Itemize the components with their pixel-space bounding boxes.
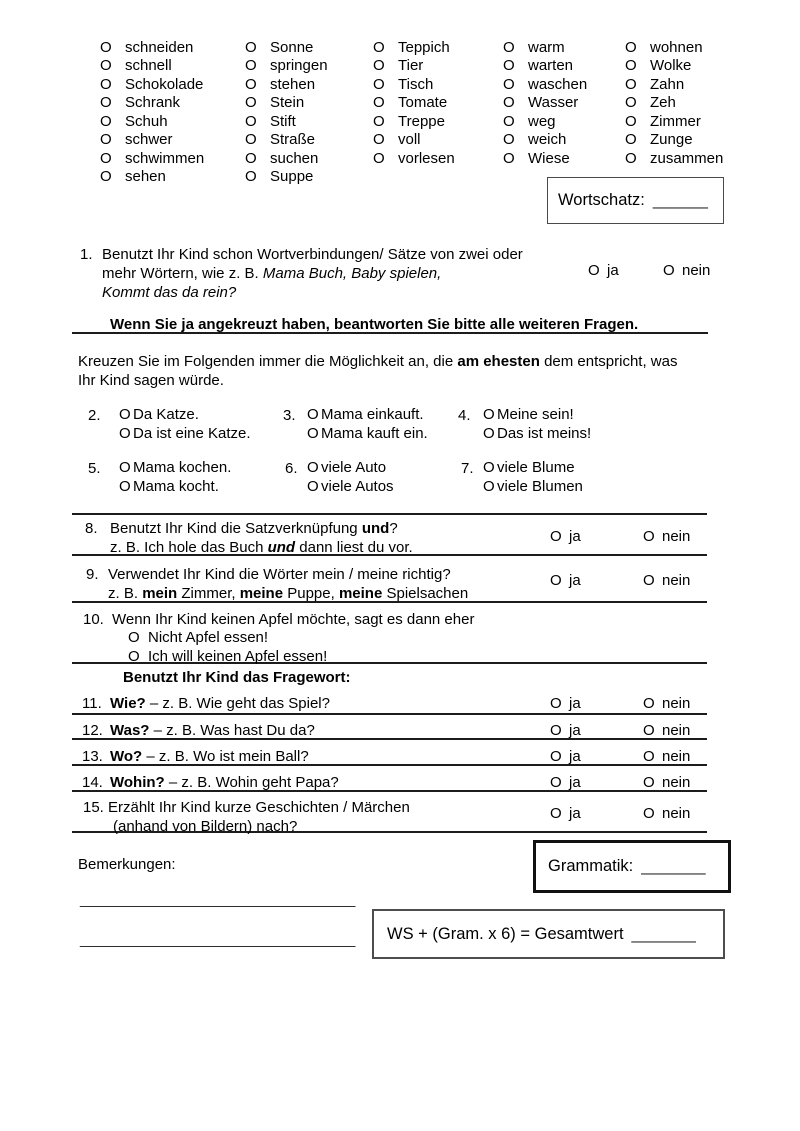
word-label: Zimmer bbox=[650, 112, 701, 130]
word-item bbox=[373, 131, 455, 149]
option-radio[interactable]: O bbox=[119, 424, 131, 442]
word-label: voll bbox=[398, 131, 421, 149]
q1-number: 1. bbox=[80, 246, 93, 263]
q4-option-1[interactable] bbox=[483, 406, 591, 425]
q6-option-1[interactable] bbox=[307, 459, 394, 478]
q15-nein-option[interactable] bbox=[643, 804, 690, 823]
word-radio[interactable]: O bbox=[100, 131, 112, 149]
nein-label: nein bbox=[682, 262, 711, 279]
q8-ja-option[interactable] bbox=[550, 527, 581, 546]
option-label: Da Katze. bbox=[133, 406, 199, 423]
word-item bbox=[245, 94, 328, 112]
nein-radio[interactable]: O bbox=[663, 262, 675, 279]
word-label: schnell bbox=[125, 57, 172, 75]
q15-ja-option[interactable] bbox=[550, 804, 581, 823]
option-label: Das ist meins! bbox=[497, 424, 592, 442]
word-radio[interactable]: O bbox=[245, 94, 257, 112]
word-radio[interactable]: O bbox=[625, 112, 637, 130]
q10-option-1[interactable] bbox=[128, 628, 268, 647]
q3-option-1[interactable] bbox=[307, 406, 428, 425]
word-label: Straße bbox=[270, 131, 316, 149]
q10-number: 10. bbox=[83, 611, 104, 628]
nein-label: nein bbox=[662, 748, 691, 765]
word-item bbox=[245, 39, 328, 57]
nein-radio[interactable]: O bbox=[643, 805, 655, 822]
q3-number: 3. bbox=[283, 407, 296, 424]
option-radio[interactable]: O bbox=[307, 459, 319, 476]
q14-nein-option[interactable] bbox=[643, 773, 690, 792]
q15-line2: (anhand von Bildern) nach? bbox=[113, 818, 298, 835]
q8-number: 8. bbox=[85, 520, 98, 537]
word-radio[interactable]: O bbox=[373, 75, 385, 93]
word-column-2 bbox=[245, 39, 328, 187]
total-blank-field[interactable]: _______ bbox=[631, 924, 696, 943]
word-radio[interactable]: O bbox=[100, 112, 112, 130]
word-item bbox=[100, 113, 204, 131]
q1-ja-option[interactable] bbox=[588, 261, 619, 280]
instruction-line1: Kreuzen Sie im Folgenden immer die Möglichkeit an, die am ehesten dem entspricht, was bbox=[78, 353, 678, 370]
q9-line2: z. B. mein Zimmer, meine Puppe, meine Spielsachen bbox=[108, 585, 469, 602]
word-item bbox=[503, 76, 587, 94]
word-label: weich bbox=[528, 131, 567, 149]
option-radio[interactable]: O bbox=[483, 406, 495, 423]
q11-ja-option[interactable] bbox=[550, 694, 581, 713]
word-label: Zunge bbox=[650, 131, 693, 149]
separator-line bbox=[72, 332, 708, 334]
total-formula-label: WS + (Gram. x 6) = Gesamtwert bbox=[387, 924, 624, 943]
q1-nein-option[interactable] bbox=[663, 261, 710, 280]
word-radio[interactable]: O bbox=[245, 131, 257, 149]
option-label: Mama kochen. bbox=[133, 459, 232, 476]
nein-label: nein bbox=[662, 572, 691, 589]
word-radio[interactable]: O bbox=[625, 94, 637, 112]
wortschatz-score-box bbox=[547, 177, 724, 224]
word-item bbox=[100, 39, 204, 57]
word-radio[interactable]: O bbox=[503, 75, 515, 93]
word-label: wohnen bbox=[650, 39, 703, 56]
option-label: Mama kocht. bbox=[133, 477, 219, 495]
word-radio[interactable]: O bbox=[245, 168, 257, 186]
word-item bbox=[373, 57, 455, 75]
word-item bbox=[503, 131, 587, 149]
q7-option-1[interactable] bbox=[483, 459, 583, 478]
separator-line bbox=[72, 713, 707, 715]
word-radio[interactable]: O bbox=[503, 57, 515, 75]
q14-text: Wohin? – z. B. Wohin geht Papa? bbox=[110, 774, 339, 791]
ja-radio[interactable]: O bbox=[550, 572, 562, 589]
word-radio[interactable]: O bbox=[503, 112, 515, 130]
ja-radio[interactable]: O bbox=[550, 748, 562, 765]
q2-number: 2. bbox=[88, 407, 101, 424]
separator-line bbox=[72, 513, 707, 515]
nein-radio[interactable]: O bbox=[643, 528, 655, 545]
bemerkungen-writing-line-1[interactable]: _________________________________ bbox=[80, 891, 356, 908]
q4-option-2[interactable] bbox=[483, 425, 591, 444]
word-item bbox=[625, 76, 723, 94]
word-radio[interactable]: O bbox=[373, 94, 385, 112]
word-radio[interactable]: O bbox=[503, 39, 515, 56]
q13-number: 13. bbox=[82, 748, 103, 765]
word-radio[interactable]: O bbox=[245, 39, 257, 56]
word-label: vorlesen bbox=[398, 149, 455, 167]
word-item bbox=[100, 131, 204, 149]
total-score-box bbox=[372, 909, 725, 959]
word-radio[interactable]: O bbox=[245, 149, 257, 167]
option-radio[interactable]: O bbox=[307, 406, 319, 423]
word-label: weg bbox=[528, 112, 556, 130]
q8-nein-option[interactable] bbox=[643, 527, 690, 546]
word-item bbox=[503, 113, 587, 131]
option-radio[interactable]: O bbox=[483, 477, 495, 495]
grammatik-label: Grammatik: bbox=[548, 857, 634, 875]
option-label: Mama einkauft. bbox=[321, 406, 424, 423]
word-label: Wasser bbox=[528, 94, 579, 112]
q15-number: 15. bbox=[83, 799, 104, 816]
word-radio[interactable]: O bbox=[373, 149, 385, 167]
ja-label: ja bbox=[569, 572, 581, 589]
q2-options bbox=[119, 406, 251, 443]
q14-number: 14. bbox=[82, 774, 103, 791]
q15-line1: Erzählt Ihr Kind kurze Geschichten / Märchen bbox=[108, 799, 410, 816]
word-item bbox=[625, 57, 723, 75]
word-radio[interactable]: O bbox=[245, 57, 257, 75]
word-radio[interactable]: O bbox=[100, 57, 112, 75]
option-radio[interactable]: O bbox=[483, 459, 495, 476]
word-radio[interactable]: O bbox=[503, 149, 515, 167]
ja-label: ja bbox=[569, 805, 581, 822]
word-label: Stift bbox=[270, 112, 296, 130]
word-radio[interactable]: O bbox=[373, 57, 385, 75]
q5-number: 5. bbox=[88, 460, 101, 477]
ja-label: ja bbox=[569, 748, 581, 765]
instruction-line2: Ihr Kind sagen würde. bbox=[78, 372, 224, 389]
word-item bbox=[245, 76, 328, 94]
word-radio[interactable]: O bbox=[100, 149, 112, 167]
word-radio[interactable]: O bbox=[373, 112, 385, 130]
q1-line3: Kommt das da rein? bbox=[102, 284, 237, 301]
q7-option-2[interactable] bbox=[483, 478, 583, 497]
q6-number: 6. bbox=[285, 460, 298, 477]
word-label: Zahn bbox=[650, 75, 685, 93]
q9-ja-option[interactable] bbox=[550, 571, 581, 590]
ja-radio[interactable]: O bbox=[550, 722, 562, 739]
q3-option-2[interactable] bbox=[307, 425, 428, 444]
ja-radio[interactable]: O bbox=[550, 695, 562, 712]
ja-label: ja bbox=[569, 774, 581, 791]
word-label: Wolke bbox=[650, 57, 692, 75]
bemerkungen-label: Bemerkungen: bbox=[78, 856, 176, 873]
word-column-1 bbox=[100, 39, 204, 187]
q13-ja-option[interactable] bbox=[550, 747, 581, 766]
word-radio[interactable]: O bbox=[503, 131, 515, 149]
word-radio[interactable]: O bbox=[625, 75, 637, 93]
option-label: viele Autos bbox=[321, 477, 394, 495]
word-item bbox=[625, 39, 723, 57]
word-radio[interactable]: O bbox=[625, 39, 637, 56]
q13-nein-option[interactable] bbox=[643, 747, 690, 766]
word-radio[interactable]: O bbox=[100, 39, 112, 56]
word-item bbox=[503, 150, 587, 168]
option-radio[interactable]: O bbox=[307, 424, 319, 442]
nein-radio[interactable]: O bbox=[643, 774, 655, 791]
word-radio[interactable]: O bbox=[625, 131, 637, 149]
word-radio[interactable]: O bbox=[625, 57, 637, 75]
q10-line1: Wenn Ihr Kind keinen Apfel möchte, sagt es dann eher bbox=[112, 611, 475, 628]
word-item bbox=[373, 113, 455, 131]
word-column-4 bbox=[503, 39, 587, 168]
nein-radio[interactable]: O bbox=[643, 748, 655, 765]
word-radio[interactable]: O bbox=[245, 75, 257, 93]
q2-option-2[interactable] bbox=[119, 425, 251, 444]
word-item bbox=[503, 94, 587, 112]
word-item bbox=[503, 57, 587, 75]
word-label: warm bbox=[528, 39, 565, 56]
word-item bbox=[625, 150, 723, 168]
word-label: Schokolade bbox=[125, 75, 204, 93]
word-radio[interactable]: O bbox=[503, 94, 515, 112]
option-label: Da ist eine Katze. bbox=[133, 424, 251, 442]
q4-options bbox=[483, 406, 591, 443]
word-radio[interactable]: O bbox=[100, 168, 112, 186]
word-label: Tomate bbox=[398, 94, 448, 112]
q8-line1: Benutzt Ihr Kind die Satzverknüpfung und? bbox=[110, 520, 398, 537]
q5-option-1[interactable] bbox=[119, 459, 231, 478]
option-radio[interactable]: O bbox=[307, 477, 319, 495]
word-item bbox=[100, 168, 204, 186]
word-item bbox=[373, 94, 455, 112]
word-label: Suppe bbox=[270, 168, 314, 186]
word-item bbox=[625, 113, 723, 131]
word-item bbox=[100, 76, 204, 94]
q11-nein-option[interactable] bbox=[643, 694, 690, 713]
word-item bbox=[503, 39, 587, 57]
q12-text: Was? – z. B. Was hast Du da? bbox=[110, 722, 315, 739]
bemerkungen-writing-line-2[interactable]: _________________________________ bbox=[80, 931, 356, 948]
notice-text: Wenn Sie ja angekreuzt haben, beantworten Sie bitte alle weiteren Fragen. bbox=[110, 316, 639, 333]
q6-option-2[interactable] bbox=[307, 478, 394, 497]
word-label: schwer bbox=[125, 131, 173, 149]
word-label: Teppich bbox=[398, 39, 450, 56]
option-radio[interactable]: O bbox=[119, 477, 131, 495]
word-column-5 bbox=[625, 39, 723, 168]
word-label: warten bbox=[528, 57, 574, 75]
word-label: schwimmen bbox=[125, 149, 205, 167]
ja-radio[interactable]: O bbox=[550, 528, 562, 545]
q1-line2: mehr Wörtern, wie z. B. Mama Buch, Baby spielen, bbox=[102, 265, 442, 282]
ja-radio[interactable]: O bbox=[550, 805, 562, 822]
option-radio[interactable]: O bbox=[128, 629, 140, 646]
ja-label: ja bbox=[607, 262, 619, 279]
option-label: viele Blumen bbox=[497, 477, 583, 495]
q7-number: 7. bbox=[461, 460, 474, 477]
q11-text: Wie? – z. B. Wie geht das Spiel? bbox=[110, 695, 330, 712]
option-radio[interactable]: O bbox=[119, 459, 131, 476]
q13-text: Wo? – z. B. Wo ist mein Ball? bbox=[110, 748, 309, 765]
ja-label: ja bbox=[569, 695, 581, 712]
q5-options bbox=[119, 459, 231, 496]
word-label: Stein bbox=[270, 94, 305, 112]
grammatik-score-box bbox=[533, 840, 731, 893]
word-radio[interactable]: O bbox=[100, 75, 112, 93]
word-label: schneiden bbox=[125, 39, 194, 56]
word-label: springen bbox=[270, 57, 328, 75]
word-label: Wiese bbox=[528, 149, 570, 167]
word-label: Sonne bbox=[270, 39, 314, 56]
word-item bbox=[373, 76, 455, 94]
q2-option-1[interactable] bbox=[119, 406, 251, 425]
option-label: Ich will keinen Apfel essen! bbox=[148, 648, 328, 665]
word-label: Tier bbox=[398, 57, 424, 75]
word-item bbox=[245, 150, 328, 168]
ja-label: ja bbox=[569, 722, 581, 739]
word-radio[interactable]: O bbox=[373, 131, 385, 149]
word-label: Schuh bbox=[125, 112, 168, 130]
option-label: viele Auto bbox=[321, 459, 387, 476]
option-radio[interactable]: O bbox=[128, 648, 140, 665]
ja-radio[interactable]: O bbox=[588, 262, 600, 279]
word-radio[interactable]: O bbox=[245, 112, 257, 130]
ja-radio[interactable]: O bbox=[550, 774, 562, 791]
q9-nein-option[interactable] bbox=[643, 571, 690, 590]
nein-label: nein bbox=[662, 528, 691, 545]
fragewort-header: Benutzt Ihr Kind das Fragewort: bbox=[123, 669, 351, 686]
nein-radio[interactable]: O bbox=[643, 695, 655, 712]
word-column-3 bbox=[373, 39, 455, 168]
q4-number: 4. bbox=[458, 407, 471, 424]
q8-line2: z. B. Ich hole das Buch und dann liest du vor. bbox=[110, 539, 413, 556]
word-item bbox=[625, 94, 723, 112]
word-item bbox=[245, 57, 328, 75]
option-label: Meine sein! bbox=[497, 406, 574, 423]
q7-options bbox=[483, 459, 583, 496]
option-radio[interactable]: O bbox=[119, 406, 131, 423]
word-radio[interactable]: O bbox=[373, 39, 385, 56]
word-label: Treppe bbox=[398, 112, 445, 130]
word-item bbox=[100, 150, 204, 168]
word-item bbox=[245, 113, 328, 131]
q5-option-2[interactable] bbox=[119, 478, 231, 497]
q12-ja-option[interactable] bbox=[550, 721, 581, 740]
wortschatz-blank-field[interactable]: ______ bbox=[652, 191, 708, 209]
q10-option-2[interactable] bbox=[128, 647, 327, 666]
option-label: Nicht Apfel essen! bbox=[148, 629, 269, 646]
q12-nein-option[interactable] bbox=[643, 721, 690, 740]
word-item bbox=[245, 168, 328, 186]
q9-number: 9. bbox=[86, 566, 99, 583]
word-item bbox=[100, 94, 204, 112]
nein-label: nein bbox=[662, 695, 691, 712]
word-radio[interactable]: O bbox=[100, 94, 112, 112]
word-item bbox=[625, 131, 723, 149]
nein-label: nein bbox=[662, 805, 691, 822]
grammatik-blank-field[interactable]: _______ bbox=[641, 857, 706, 875]
word-label: Tisch bbox=[398, 75, 434, 93]
q11-number: 11. bbox=[82, 695, 102, 712]
nein-radio[interactable]: O bbox=[643, 722, 655, 739]
nein-label: nein bbox=[662, 774, 691, 791]
word-label: zusammen bbox=[650, 149, 724, 167]
word-label: stehen bbox=[270, 75, 316, 93]
word-item bbox=[245, 131, 328, 149]
q1-line1: Benutzt Ihr Kind schon Wortverbindungen/ Sätze von zwei oder bbox=[102, 246, 523, 263]
q6-options bbox=[307, 459, 394, 496]
q3-options bbox=[307, 406, 428, 443]
ja-label: ja bbox=[569, 528, 581, 545]
word-label: Zeh bbox=[650, 94, 676, 112]
word-label: Schrank bbox=[125, 94, 181, 112]
wortschatz-label: Wortschatz: bbox=[558, 191, 645, 209]
option-label: viele Blume bbox=[497, 459, 575, 476]
option-label: Mama kauft ein. bbox=[321, 424, 428, 442]
q9-line1: Verwendet Ihr Kind die Wörter mein / meine richtig? bbox=[108, 566, 451, 583]
word-item bbox=[373, 39, 455, 57]
word-item bbox=[100, 57, 204, 75]
q12-number: 12. bbox=[82, 722, 103, 739]
option-radio[interactable]: O bbox=[483, 424, 495, 442]
q14-ja-option[interactable] bbox=[550, 773, 581, 792]
word-label: suchen bbox=[270, 149, 319, 167]
word-label: waschen bbox=[528, 75, 588, 93]
nein-radio[interactable]: O bbox=[643, 572, 655, 589]
word-radio[interactable]: O bbox=[625, 149, 637, 167]
word-item bbox=[373, 150, 455, 168]
word-label: sehen bbox=[125, 168, 166, 186]
nein-label: nein bbox=[662, 722, 691, 739]
